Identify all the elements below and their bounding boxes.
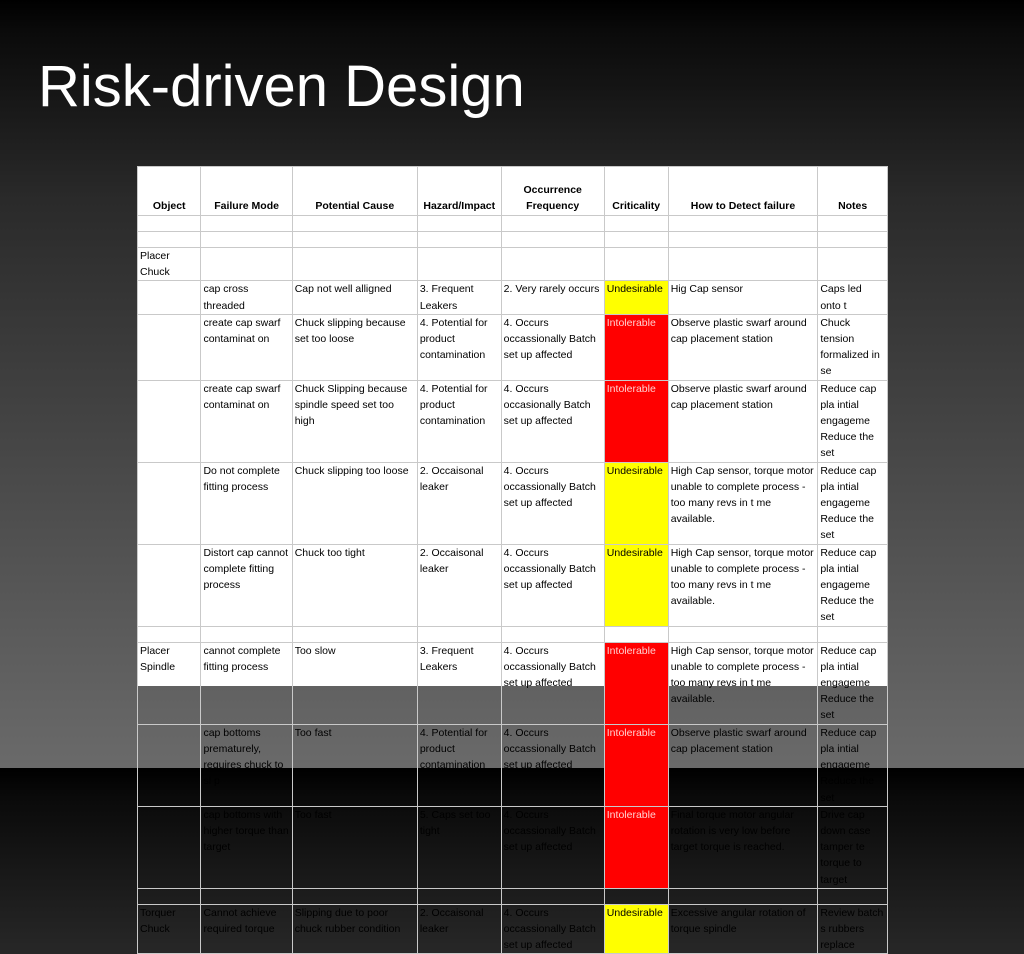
frequency-cell: 4. Occurs occasionally Batch set up affected bbox=[501, 380, 604, 462]
hazard-cell: 4. Potential for product contamination bbox=[417, 314, 501, 380]
notes-cell bbox=[818, 248, 888, 281]
notes-cell: Reduce cap pla intial engageme Reduce the set bbox=[818, 462, 888, 544]
potential-cause-cell: Slipping due to poor chuck rubber condition bbox=[292, 904, 417, 954]
detect-cell: Hig Cap sensor bbox=[668, 281, 818, 314]
frequency-cell: 4. Occurs occassionally Batch set up affected bbox=[501, 314, 604, 380]
potential-cause-cell: Chuck slipping too loose bbox=[292, 462, 417, 544]
failure-mode-cell: create cap swarf contaminat on bbox=[201, 314, 292, 380]
notes-cell: Chuck tension formalized in se bbox=[818, 314, 888, 380]
detect-cell: High Cap sensor, torque motor unable to complete process - too many revs in t me available. bbox=[668, 544, 818, 626]
empty-cell bbox=[138, 232, 201, 248]
failure-mode-cell: cap cross threaded bbox=[201, 281, 292, 314]
object-cell bbox=[138, 314, 201, 380]
risk-table-container bbox=[137, 166, 888, 952]
notes-cell: Drive cap down case tamper te torque to target bbox=[818, 806, 888, 888]
empty-cell bbox=[138, 626, 201, 642]
potential-cause-cell: Too fast bbox=[292, 806, 417, 888]
empty-cell bbox=[668, 216, 818, 232]
hazard-cell: 2. Occaisonal leaker bbox=[417, 904, 501, 954]
empty-cell bbox=[138, 216, 201, 232]
frequency-cell: 4. Occurs occassionally Batch set up affected bbox=[501, 462, 604, 544]
table-row bbox=[138, 642, 888, 724]
potential-cause-cell: Too fast bbox=[292, 724, 417, 806]
notes-cell: Reduce cap pla intial engageme Reduce the set bbox=[818, 380, 888, 462]
empty-cell bbox=[501, 888, 604, 904]
frequency-cell: 2. Very rarely occurs bbox=[501, 281, 604, 314]
header-notes: Notes bbox=[818, 167, 888, 216]
potential-cause-cell: Chuck too tight bbox=[292, 544, 417, 626]
header-potential-cause: Potential Cause bbox=[292, 167, 417, 216]
empty-cell bbox=[417, 888, 501, 904]
hazard-cell: 4. Potential for product contamination bbox=[417, 380, 501, 462]
criticality-cell bbox=[604, 248, 668, 281]
empty-cell bbox=[138, 888, 201, 904]
criticality-cell: Intolerable bbox=[604, 806, 668, 888]
object-cell: Placer Chuck bbox=[138, 248, 201, 281]
frequency-cell bbox=[501, 248, 604, 281]
hazard-cell bbox=[417, 248, 501, 281]
table-row bbox=[138, 462, 888, 544]
header-failure-mode: Failure Mode bbox=[201, 167, 292, 216]
failure-mode-cell: Distort cap cannot complete fitting process bbox=[201, 544, 292, 626]
detect-cell: Observe plastic swarf around cap placement station bbox=[668, 380, 818, 462]
hazard-cell: 3. Frequent Leakers bbox=[417, 281, 501, 314]
criticality-cell: Undesirable bbox=[604, 462, 668, 544]
detect-cell: High Cap sensor, torque motor unable to complete process - too many revs in t me available. bbox=[668, 642, 818, 724]
empty-cell bbox=[201, 216, 292, 232]
header-object: Object bbox=[138, 167, 201, 216]
header-criticality: Criticality bbox=[604, 167, 668, 216]
empty-cell bbox=[668, 888, 818, 904]
potential-cause-cell: Chuck slipping because set too loose bbox=[292, 314, 417, 380]
empty-cell bbox=[501, 216, 604, 232]
empty-cell bbox=[668, 232, 818, 248]
table-row bbox=[138, 544, 888, 626]
empty-cell bbox=[604, 888, 668, 904]
blank-row bbox=[138, 888, 888, 904]
failure-mode-cell: cannot complete fitting process bbox=[201, 642, 292, 724]
detect-cell bbox=[668, 248, 818, 281]
empty-cell bbox=[201, 888, 292, 904]
hazard-cell: 2. Occaisonal leaker bbox=[417, 544, 501, 626]
potential-cause-cell: Too slow bbox=[292, 642, 417, 724]
empty-cell bbox=[417, 232, 501, 248]
empty-cell bbox=[818, 888, 888, 904]
empty-cell bbox=[604, 216, 668, 232]
table-row bbox=[138, 281, 888, 314]
notes-cell: Reduce cap pla intial engageme Reduce the set bbox=[818, 544, 888, 626]
frequency-cell: 4. Occurs occassionally Batch set up affected bbox=[501, 904, 604, 954]
slide-title: Risk-driven Design bbox=[38, 54, 525, 119]
potential-cause-cell bbox=[292, 248, 417, 281]
frequency-cell: 4. Occurs occassionally Batch set up affected bbox=[501, 642, 604, 724]
failure-mode-cell: cap bottoms with higher torque than target bbox=[201, 806, 292, 888]
detect-cell: Observe plastic swarf around cap placement station bbox=[668, 724, 818, 806]
object-cell bbox=[138, 806, 201, 888]
empty-cell bbox=[501, 626, 604, 642]
empty-cell bbox=[292, 626, 417, 642]
blank-row bbox=[138, 232, 888, 248]
frequency-cell: 4. Occurs occassionally Batch set up affected bbox=[501, 724, 604, 806]
detect-cell: High Cap sensor, torque motor unable to complete process - too many revs in t me available. bbox=[668, 462, 818, 544]
notes-cell: Caps led onto t bbox=[818, 281, 888, 314]
failure-mode-cell: cap bottoms prematurely, requires chuck to sl p bbox=[201, 724, 292, 806]
empty-cell bbox=[292, 888, 417, 904]
empty-cell bbox=[818, 232, 888, 248]
header-row bbox=[138, 167, 888, 216]
empty-cell bbox=[292, 216, 417, 232]
empty-cell bbox=[292, 232, 417, 248]
object-cell: Torquer Chuck bbox=[138, 904, 201, 954]
object-cell bbox=[138, 724, 201, 806]
object-cell bbox=[138, 380, 201, 462]
criticality-cell: Undesirable bbox=[604, 544, 668, 626]
potential-cause-cell: Cap not well alligned bbox=[292, 281, 417, 314]
empty-cell bbox=[201, 232, 292, 248]
empty-cell bbox=[604, 626, 668, 642]
criticality-cell: Intolerable bbox=[604, 314, 668, 380]
blank-row bbox=[138, 626, 888, 642]
criticality-cell: Undesirable bbox=[604, 904, 668, 954]
table-row bbox=[138, 380, 888, 462]
table-row bbox=[138, 806, 888, 888]
detect-cell: Final torque motor angular rotation is very low before target torque is reached. bbox=[668, 806, 818, 888]
criticality-cell: Intolerable bbox=[604, 642, 668, 724]
criticality-cell: Intolerable bbox=[604, 380, 668, 462]
notes-cell: Reduce cap pla intial engageme Reduce the set bbox=[818, 724, 888, 806]
object-cell: Placer Spindle bbox=[138, 642, 201, 724]
hazard-cell: 2. Occaisonal leaker bbox=[417, 462, 501, 544]
object-cell bbox=[138, 544, 201, 626]
notes-cell: Reduce cap pla intial engageme Reduce the set bbox=[818, 642, 888, 724]
empty-cell bbox=[417, 626, 501, 642]
object-cell bbox=[138, 462, 201, 544]
table-row bbox=[138, 314, 888, 380]
header-occurrence-frequency: Occurrence Frequency bbox=[501, 167, 604, 216]
object-row bbox=[138, 248, 888, 281]
detect-cell: Observe plastic swarf around cap placement station bbox=[668, 314, 818, 380]
detect-cell: Excessive angular rotation of torque spindle bbox=[668, 904, 818, 954]
hazard-cell: 4. Potential for product contamination bbox=[417, 724, 501, 806]
failure-mode-cell: Cannot achieve required torque bbox=[201, 904, 292, 954]
risk-table bbox=[137, 166, 888, 954]
failure-mode-cell: create cap swarf contaminat on bbox=[201, 380, 292, 462]
header-how-to-detect: How to Detect failure bbox=[668, 167, 818, 216]
table-row bbox=[138, 724, 888, 806]
criticality-cell: Intolerable bbox=[604, 724, 668, 806]
empty-cell bbox=[501, 232, 604, 248]
frequency-cell: 4. Occurs occassionally Batch set up affected bbox=[501, 544, 604, 626]
frequency-cell: 4. Occurs occassionally Batch set up affected bbox=[501, 806, 604, 888]
empty-cell bbox=[604, 232, 668, 248]
blank-row bbox=[138, 216, 888, 232]
empty-cell bbox=[201, 626, 292, 642]
hazard-cell: 3. Frequent Leakers bbox=[417, 642, 501, 724]
notes-cell: Review batch s rubbers replace bbox=[818, 904, 888, 954]
criticality-cell: Undesirable bbox=[604, 281, 668, 314]
risk-table-body bbox=[138, 216, 888, 954]
potential-cause-cell: Chuck Slipping because spindle speed set too high bbox=[292, 380, 417, 462]
empty-cell bbox=[417, 216, 501, 232]
failure-mode-cell bbox=[201, 248, 292, 281]
failure-mode-cell: Do not complete fitting process bbox=[201, 462, 292, 544]
header-hazard-impact: Hazard/Impact bbox=[417, 167, 501, 216]
object-cell bbox=[138, 281, 201, 314]
empty-cell bbox=[818, 626, 888, 642]
empty-cell bbox=[818, 216, 888, 232]
hazard-cell: 5. Caps set too tight bbox=[417, 806, 501, 888]
empty-cell bbox=[668, 626, 818, 642]
table-row bbox=[138, 904, 888, 954]
